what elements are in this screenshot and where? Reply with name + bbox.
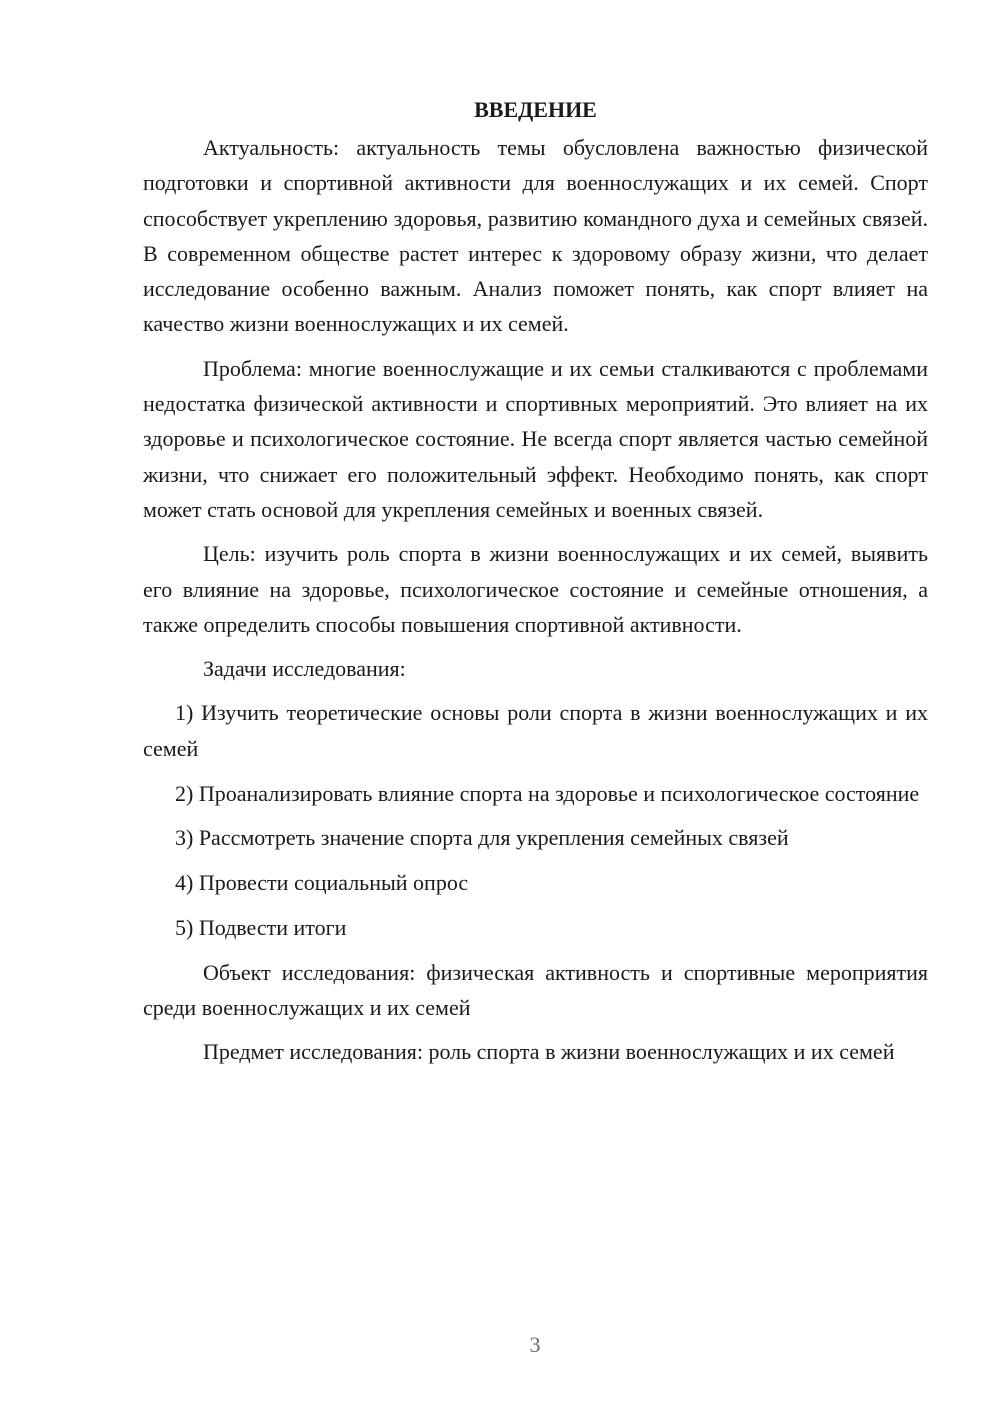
paragraph-object: Объект исследования: физическая активность и спортивные мероприятия среди военнослужащих и их семей (143, 959, 928, 1021)
paragraph-problem: Проблема: многие военнослужащие и их семьи сталкиваются с проблемами недостатка физической активности и спортивных мероприятий. Это влияет на их здоровье и психологическое состояние. Не всегда спорт является частью семейной жизни, что снижает его положительный эффект. Необходимо понять, как спорт может стать основой для укрепления семейных и военных связей. (143, 355, 928, 522)
paragraph-goal: Цель: изучить роль спорта в жизни военнослужащих и их семей, выявить его влияние на здоровье, психологическое состояние и семейные отношения, а также определить способы повышения спортивной активности. (143, 541, 928, 637)
task-item-3: 3) Рассмотреть значение спорта для укрепления семейных связей (175, 825, 789, 851)
document-page (143, 92, 928, 1070)
task-item-4: 4) Провести социальный опрос (175, 870, 469, 896)
task-item-1: 1) Изучить теоретические основы роли спорта в жизни военнослужащих и их семей (143, 700, 928, 761)
page-number: 3 (529, 1332, 541, 1357)
paragraph-relevance: Актуальность: актуальность темы обусловлена важностью физической подготовки и спортивной активности для военнослужащих и их семей. Спорт способствует укреплению здоровья, развитию командного духа и семейных связей. В современном обществе растет интерес к здоровому образу жизни, что делает исследование особенно важным. Анализ поможет понять, как спорт влияет на качество жизни военнослужащих и их семей. (143, 135, 928, 337)
paragraph-subject: Предмет исследования: роль спорта в жизни военнослужащих и их семей (203, 1039, 895, 1065)
tasks-heading: Задачи исследования: (203, 656, 406, 682)
task-item-5: 5) Подвести итоги (175, 914, 347, 940)
task-item-2: 2) Проанализировать влияние спорта на здоровье и психологическое состояние (175, 780, 920, 806)
section-title: ВВЕДЕНИЕ (474, 97, 597, 122)
